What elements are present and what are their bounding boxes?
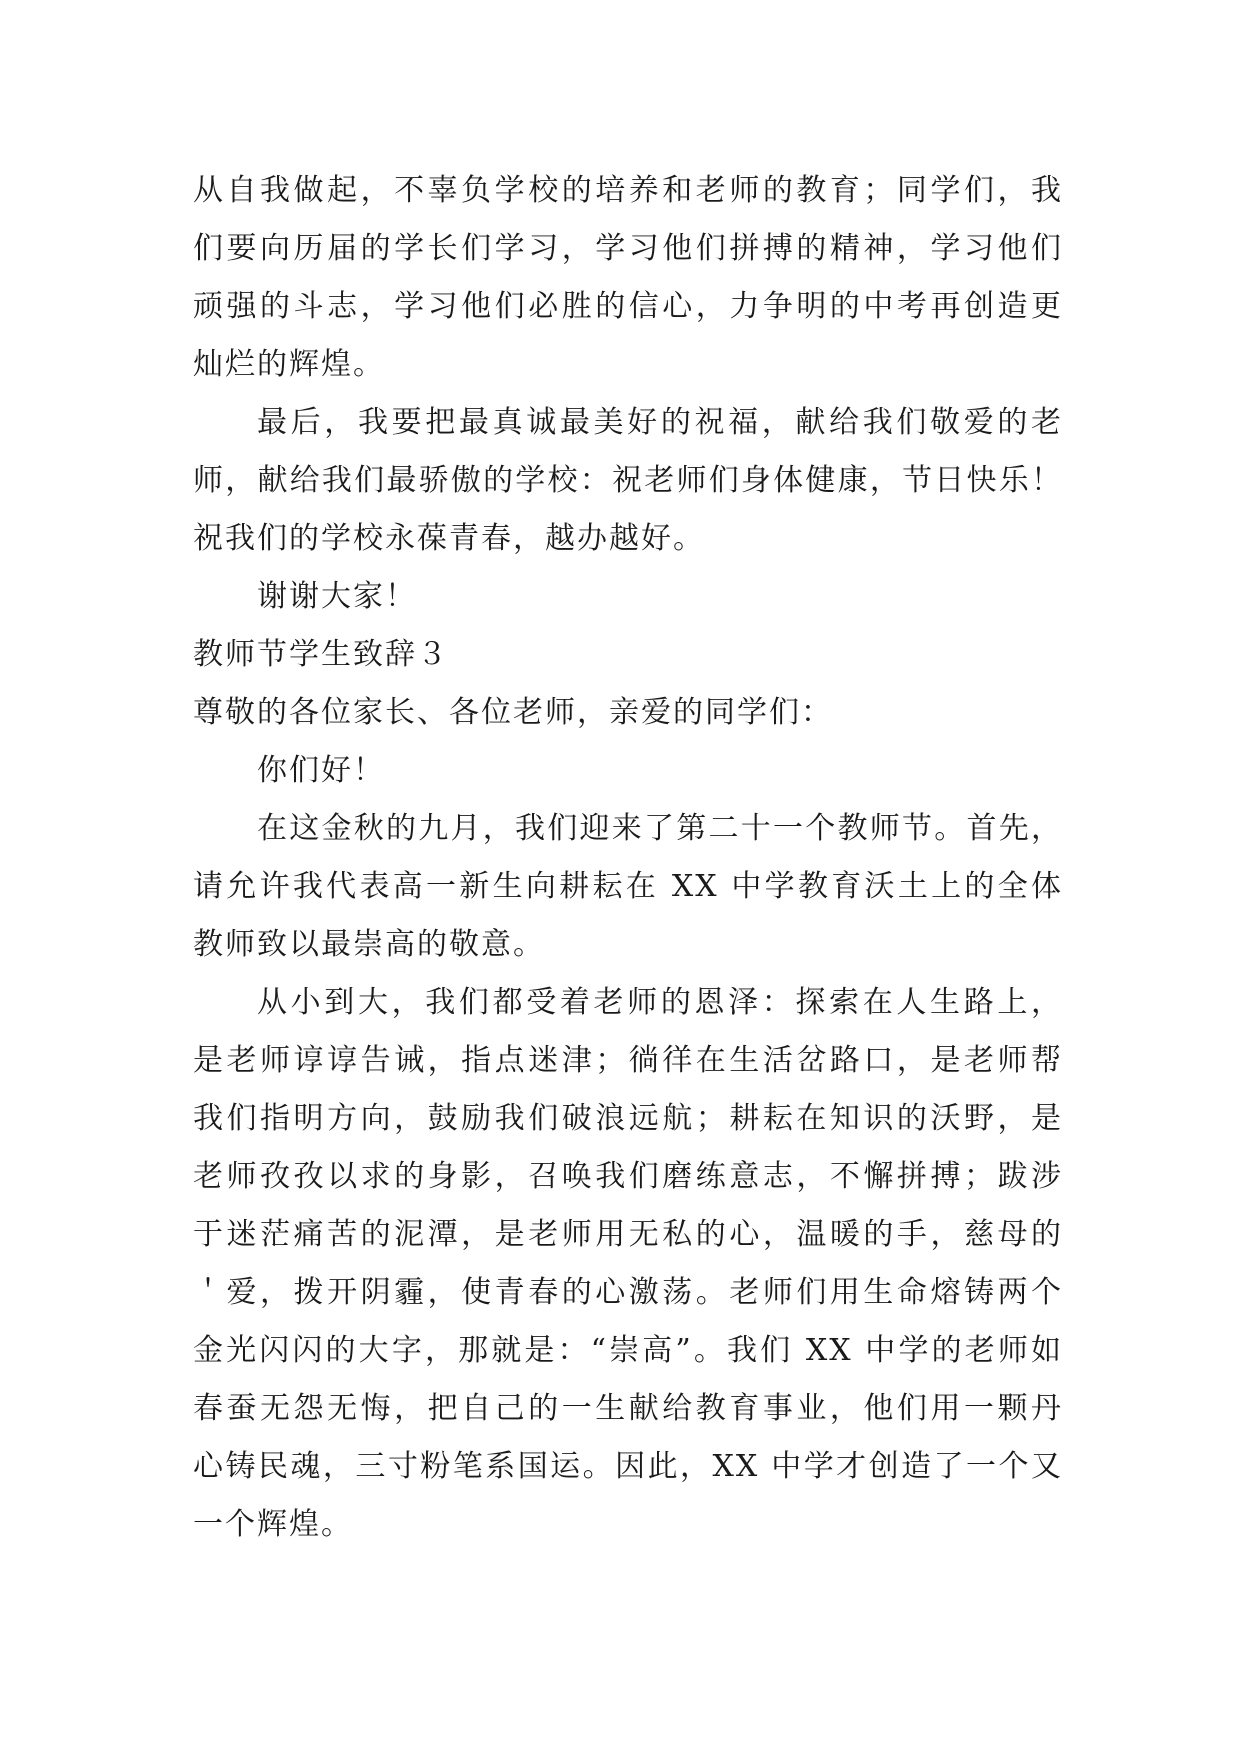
greeting: 你们好！ [257,753,385,788]
paragraph-line: 请允许我代表高一新生向耕耘在 XX 中学教育沃土上的全体 [193,869,1063,904]
paragraph-line: 心铸民魂，三寸粉笔系国运。因此，XX 中学才创造了一个又 [193,1449,1063,1484]
paragraph-line: 教师致以最崇高的敬意。 [193,927,545,962]
closing-line: 谢谢大家！ [257,579,417,614]
paragraph-line: ＇爱，拨开阴霾，使青春的心激荡。老师们用生命熔铸两个 [193,1275,1063,1310]
paragraph-line: 在这金秋的九月，我们迎来了第二十一个教师节。首先， [257,811,1063,846]
paragraph-line: 祝我们的学校永葆青春，越办越好。 [193,521,705,556]
paragraph-line: 金光闪闪的大字，那就是：“崇高”。我们 XX 中学的老师如 [193,1333,1063,1368]
paragraph-line: 师，献给我们最骄傲的学校：祝老师们身体健康，节日快乐！ [193,463,1063,498]
paragraph-line: 老师孜孜以求的身影，召唤我们磨练意志，不懈拼搏；跋涉 [193,1159,1063,1194]
paragraph-line: 于迷茫痛苦的泥潭，是老师用无私的心，温暖的手，慈母的 [193,1217,1063,1252]
paragraph-line: 从自我做起，不辜负学校的培养和老师的教育；同学们，我 [193,173,1063,208]
paragraph-line: 我们指明方向，鼓励我们破浪远航；耕耘在知识的沃野，是 [193,1101,1063,1136]
section-title: 教师节学生致辞３ [193,637,449,672]
paragraph-line: 最后，我要把最真诚最美好的祝福，献给我们敬爱的老 [257,405,1063,440]
paragraph-line: 是老师谆谆告诫，指点迷津；徜徉在生活岔路口，是老师帮 [193,1043,1063,1078]
paragraph-line: 们要向历届的学长们学习，学习他们拼搏的精神，学习他们 [193,231,1063,266]
salutation: 尊敬的各位家长、各位老师，亲爱的同学们： [193,695,833,730]
document-body [193,162,1063,1554]
paragraph-line: 从小到大，我们都受着老师的恩泽：探索在人生路上， [257,985,1063,1020]
paragraph-line: 一个辉煌。 [193,1507,353,1542]
paragraph-line: 顽强的斗志，学习他们必胜的信心，力争明的中考再创造更 [193,289,1063,324]
paragraph-line: 灿烂的辉煌。 [193,347,385,382]
paragraph-line: 春蚕无怨无悔，把自己的一生献给教育事业，他们用一颗丹 [193,1391,1063,1426]
